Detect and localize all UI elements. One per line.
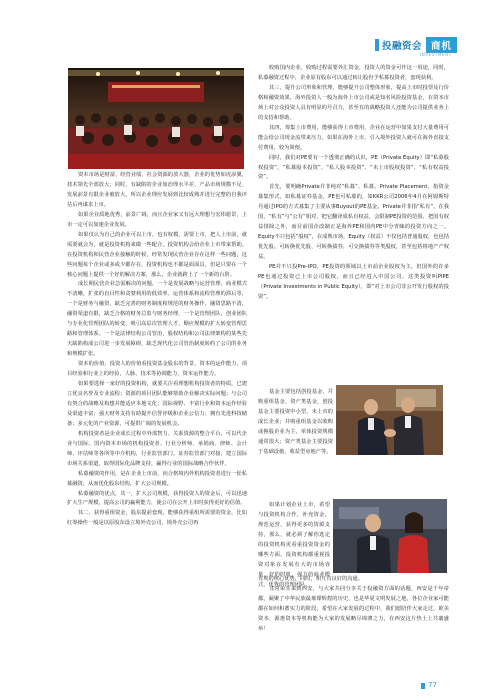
paragraph: 如果计划企业上市，希望与投资机构合作，补充资金，规范运营，获得更多的资源支持，那么，就必须了解你选定的投资机构更看重投资资金的哪些方面。投资机构都重视投资对象在发展有大的市场容量，好的时机，强力的商业模式，优秀的管理团队， [258, 502, 330, 588]
paragraph: 私募融资的作用，是在企业上市前，向合格境内外机构投资者进行一轮私募融资，从而优化股东结构，扩大公司规模。 [67, 470, 247, 487]
section-english: INVESTMENT [420, 52, 452, 57]
paragraph: 机构投资者是企业成长过程中外部智力、关系资源的整合平台，可以代企业与国际、国内资本市场的机构投资者、行业分析师、承销商、律师、会计师、评估师等各所等中介机构，行业监管部门、证券监管部门对接，建立国际市场关系渠道，取得国际化品牌支持，赢得行业的国际战略合作伙伴。 [67, 430, 247, 467]
paragraph: 同时，我们对PE要有一个透彻正确的认识，PE（Private Equity）即“私募股权投资”，“私募股本投资”、“私人股本投资”、“未上市股权投资”、“私有权益投资”。 [258, 154, 449, 181]
page-number: 77 [428, 681, 437, 689]
handshake-photo [336, 385, 443, 455]
paragraph: 其三，提升公司形象和管理，能够提升公司整体形象，提高上市时投票及行价格和融资效果，海外投资人一般为海外上市公司或是知名风险投资基金，在资本市场上对公众投资人具有明显的号召力，甚至有的战略投资人还能为公司提供业务上的支持和帮助。 [258, 84, 449, 121]
paragraph: 其四，筹集上市费用，能够获得上市费用，企业在运营中如果支付大量费用可能会给公司现金流带来压力，如果在海外上市，引入境外投资人就可在海外直接支付费用，较为简便。 [258, 124, 449, 151]
paragraph: 私募融资的优点，其一，扩大公司规模，获得投资人的资金后，可以迅速扩大生产规模，提高公司的赢利能力，使公司在公开上市时获得更好的估值。 [67, 490, 247, 507]
left-column-text [67, 171, 247, 529]
section-header [375, 38, 457, 52]
column-badge: 商机 [426, 37, 457, 53]
paragraph: 如果仅认为自己的企业可以上市，也有权模，需要上市，把人上市前，就需要就会为，就是投资机构来做一些配合，投资机构会给企业上市带来帮助。在投资机构和民营企业接触的时候，经常发现民营企业存在这样一些问题，这些问题每个企业或多或少都存在，投资机构也不都是面面具，但是只要在一个核心问题上提供一个好的解决方案，那么，企业就跨上了一个新的台阶。 [67, 231, 247, 278]
paragraph: PE并不只投Pre-IPO，PE投资的领域以上市前企业股权为主，但国外的许多PE也通过投资已上市公司股权，而且已经进入中国公司，这类投资叫PIPE（Private Investments in Public Equity），即“对上市公司非公开发行股权的投资”。 [258, 264, 449, 300]
right-column-text [258, 64, 449, 303]
right-wrap-text-1 [258, 388, 333, 458]
paragraph: 资本市场是财富、经营业绩、社会资源的放大器，企业的优势如虎添翼，技术领先全部放大；同时，有缺陷的企业如治理水平差、产品市场规模不足、发展前景有限企业被放大，所以企业理应发展到比较成熟并进行完整的自我评估后再谋求上市。 [67, 172, 247, 208]
page-number-accent [421, 683, 425, 689]
paragraph: 资本的价值，投资人的价值看投资基金股东的背景，资本的运作能力，项目经验和行业上的经验，人脉、技术等协调能力，资本运作能力。 [67, 361, 247, 378]
paragraph: 基金主要包括创投基金、并购重组基金、资产类基金，创投基金主要投资中小型、未上市的成长企业；并购重组基金以收购或换股企业为主，单体投资规模通常很大；资产类基金主要投资于基础设施、收益型房地产等。 [258, 389, 333, 455]
paragraph: 收购国内企业，收购过程需要外汇资金，投资人的资金可作这一用途，同时，私募融资过程中，企业原有股东可以通过转让股份予私募投资者，套现获利。 [258, 65, 449, 81]
event-guests-photo [333, 499, 447, 573]
section-title: 投融资会 [382, 41, 423, 52]
paragraph: 非常荣幸来到西安，与大家共同分享关于投融资方面的话题，西安是千年帝都，凝聚了中华民族最璀璨辉煌的历史，也是华夏文明发展之地，各位企业家可能都在如何积蓄实力的阶段，希望在大家发展的过程中，我们愿陪伴大家走过，欧美资本、源惠资本等机构能为大家的发展略尽绵薄之力，在西安这片热土上共襄盛举！ [258, 585, 449, 632]
paragraph: 直观的核心优势，同时，相互有良好的沟通。 [258, 576, 363, 582]
right-column-closing-text [258, 575, 449, 635]
paragraph: 首先，要明确Private并非纯对“私募”、私募，Private Placement，指资金募集形式，如私募证券基金，PE也可私募的，如KKR公司2006年4月在阿姆斯特丹通过IPO的方式募集了主要从事Buyout的PE基金。Private并非指“私有”，在我国，“私有”与“公有”相对，把它翻译成私有权益，会限制PE投资的范围，把国有权益排除之外，而目前国企改制正是海外PE和国内PE中分青睐的投资方向之一。Equity不只包括“股权”，在成熟市场，Equity（权益）不仅包括普通股权，也包括优先股、可转换优先股、可转换债券，可交换债券等类股权，甚至包括将地产产权益。 [258, 184, 449, 261]
paragraph: 如果企业质地优秀，前景广阔，而且企业家又有远大理想与宏伟愿景，上市一定可以加速企业发展。 [67, 211, 247, 228]
conference-hall-photo [68, 68, 244, 169]
paragraph: 成长期民营企业急需解决的问题，一个是发展战略与运营管理、商业模式不清晰，扩张的盲目性和贪婪利用的低效率、运营体系和流程管理的滞后等，一个是财务与融资，缺乏完善的财务制度和规范的财务操作，融资思路不清，融资渠道有限，缺乏合格的财务总监与财务经理，一个是管理团队，创业团队与专业化管理团队的转变，吸引高层次管理人才，顺应规模的扩大转变管理思路和管理体系。一个是法律结构公司管治，股权结构和公司法律架构的某些先天缺陷构成公司进一步发展障碍，缺乏现代化公司管治制度转约了公司的业务和规模扩张。 [67, 281, 247, 358]
header-accent-bar [375, 39, 379, 51]
paragraph: 其二，获得重组资金，股东提前套现，能够获得重组所需要的资金，比如红筹操作一般是以原股东设立境外壳公司，境外壳公司再 [67, 510, 247, 527]
paragraph: 如果要选择一家好的投资机构，就要关注看理想机构投资者的特质，已建立优良名誉及专业流程；资源的项目团队能够帮助企业解决实际问题；与公司有契合的战略及构想并能适应本地文化；国际视野、丰富行业和资本运作经验及渠道丰富；强大财务支持有助提升信誉评级和企业公信力；拥有先进科技储备；多元化的产业资源，可提供广阔的发展机会。 [67, 381, 247, 427]
